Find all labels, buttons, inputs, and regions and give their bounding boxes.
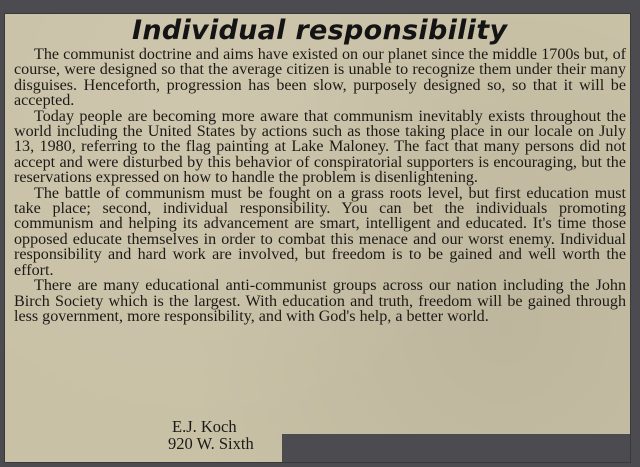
- paragraph-3: The battle of communism must be fought on a grass roots level, but first education must take place; second, individual responsibility. You can bet the individuals promoting communism and helping its advancement are smart, intelligent and educated. It's time those opposed educate themselves in order to combat this menace and our worst enemy. Individual responsibility and hard work are involved, but freedom is to be gained and well worth the effort.: [14, 184, 626, 279]
- headline: Individual responsibility: [132, 15, 508, 46]
- author-address: 920 W. Sixth: [168, 434, 254, 453]
- paragraph-4: There are many educational anti-communist groups across our nation including the John Birch Society which is the largest. With education and truth, freedom will be gained through less government, more responsibility, and with God's help, a better world.: [14, 277, 626, 325]
- article-body: [14, 47, 626, 324]
- signature-block: [168, 417, 254, 453]
- author-name: E.J. Koch: [172, 417, 237, 436]
- paragraph-2: Today people are becoming more aware that communism inevitably exists throughout the world including the United States by actions such as those taking place in our locale on July 13, 1980, referring to the flag painting at Lake Maloney. The fact that many persons did not accept and were disturbed by this behavior of conspiratorial supporters is encouraging, but the reservations expressed on how to handle the problem is disenlightening.: [14, 107, 626, 187]
- clipping-torn-edge: [282, 434, 630, 462]
- paragraph-1: The communist doctrine and aims have existed on our planet since the middle 1700s but, of course, were designed so that the average citizen is unable to recognize them under their many disguises. Henceforth, progression has been slow, purposely designed so, so that it will be accepted.: [14, 46, 626, 110]
